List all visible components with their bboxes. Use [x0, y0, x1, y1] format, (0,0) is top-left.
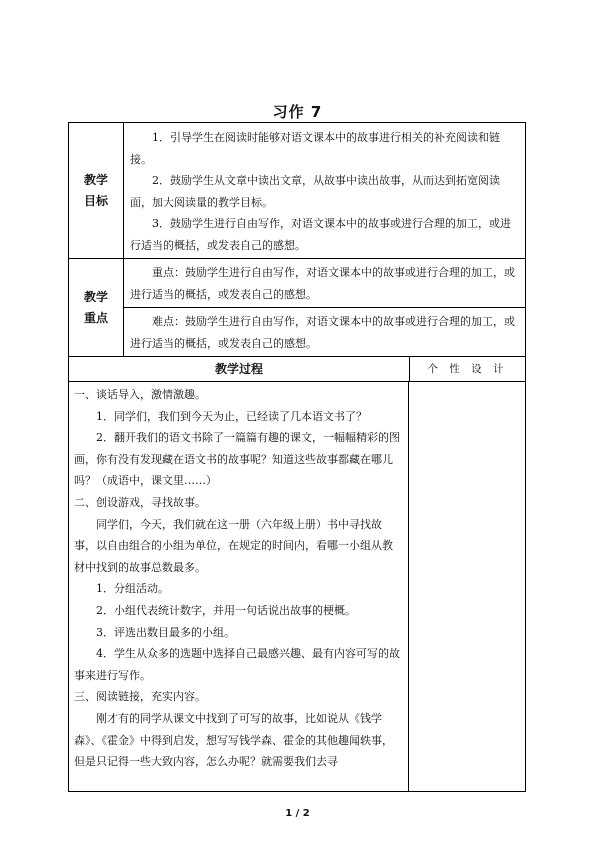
- page-number: 1 / 2: [285, 808, 310, 819]
- difficult-point-cell: [124, 307, 525, 356]
- goals-label: [69, 123, 124, 258]
- process-paragraph: 2．小组代表统计数字，并用一句话说出故事的梗概。: [96, 603, 356, 617]
- process-paragraph: 4．学生从众多的选题中选择自己最感兴趣、最有内容可写的故事来进行写作。: [74, 647, 400, 682]
- key-point-cell: [124, 259, 525, 307]
- goals-label-line1: 教学: [83, 172, 108, 187]
- process-paragraph: 3．评选出数目最多的小组。: [96, 625, 235, 639]
- goals-label-line2: 目标: [83, 193, 108, 208]
- process-body: [69, 382, 525, 791]
- focus-label-line2: 重点: [83, 310, 108, 325]
- goal-item-1: 1．引导学生在阅读时能够对语文课本中的故事进行相关的补充阅读和链接。: [130, 131, 500, 166]
- focus-label-line1: 教学: [83, 289, 108, 304]
- personal-design-header: 个 性 设 计: [427, 363, 508, 375]
- process-paragraph: 1．分组活动。: [96, 582, 169, 596]
- goals-row: [69, 123, 525, 259]
- process-paragraph: 同学们，今天，我们就在这一册（六年级上册）书中寻找故事，以自由组合的小组为单位，在规定的时间内，看哪一小组从教材中找到的故事总数最多。: [74, 517, 393, 574]
- goal-item-2: 2．鼓励学生从文章中读出文章，从故事中读出故事，从而达到拓宽阅读面，加大阅读量的教学目标。: [130, 174, 500, 209]
- goal-item-3: 3．鼓励学生进行自由写作，对语文课本中的故事或进行合理的加工，或进行适当的概括，或发表自己的感想。: [130, 217, 511, 252]
- process-paragraph: 一、谈话导入，激情激趣。: [74, 388, 206, 401]
- process-paragraph: 刚才有的同学从课文中找到了可写的故事，比如说从《钱学森》、《霍金》中得到启发，想写写钱学森、霍金的其他趣闻轶事，但是只记得一些大致内容，怎么办呢？就需要我们去寻: [74, 711, 393, 769]
- focus-content: [124, 259, 525, 356]
- process-header: 教学过程: [69, 357, 410, 381]
- process-paragraph: 1．同学们，我们到今天为止，已经读了几本语文书了？: [96, 409, 367, 423]
- key-point-text: 重点：鼓励学生进行自由写作，对语文课本中的故事或进行合理的加工，或进行适当的概括，或发表自己的感想。: [130, 266, 515, 301]
- process-content: [69, 382, 409, 791]
- process-header-row: [69, 357, 525, 382]
- process-row: [69, 357, 525, 791]
- goals-content: [124, 123, 525, 258]
- process-paragraph: 2．翻开我们的语文书除了一篇篇有趣的课文，一幅幅精彩的图画，你有没有发现藏在语文书的故事呢？知道这些故事都藏在哪儿吗？（成语中，课文里……）: [74, 431, 400, 488]
- focus-row: [69, 259, 525, 357]
- lesson-plan-table: [68, 122, 526, 792]
- process-paragraph: 二、创设游戏，寻找故事。: [74, 495, 206, 509]
- focus-label: [69, 259, 124, 356]
- process-paragraph: 三、阅读链接，充实内容。: [74, 690, 206, 704]
- personal-design-column: [409, 382, 525, 791]
- page-title: 习作 7: [272, 103, 323, 121]
- difficult-point-text: 难点：鼓励学生进行自由写作，对语文课本中的故事或进行合理的加工，或进行适当的概括，或发表自己的感想。: [130, 315, 515, 350]
